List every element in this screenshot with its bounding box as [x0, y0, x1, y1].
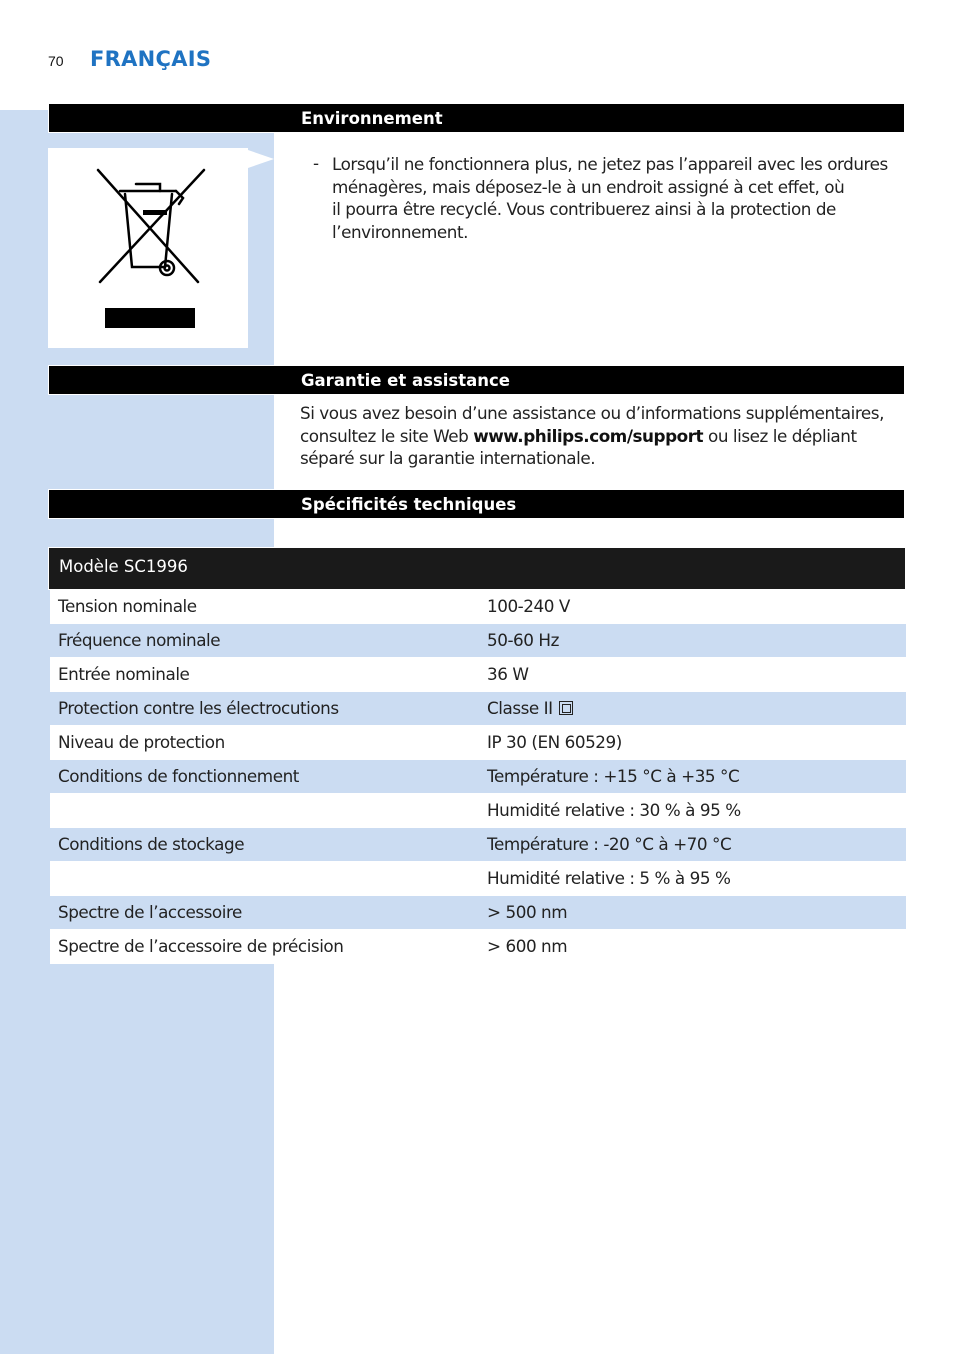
spec-value: 50-60 Hz — [487, 630, 559, 650]
page-number: 70 — [48, 53, 64, 69]
spec-table-header — [48, 547, 906, 590]
language-title: FRANÇAIS — [90, 47, 212, 71]
spec-key: Protection contre les électrocutions — [58, 698, 339, 718]
spec-key: Conditions de stockage — [58, 834, 245, 854]
warranty-text — [300, 402, 884, 470]
weee-icon-box — [48, 148, 248, 348]
bullet-dash: - — [313, 153, 320, 173]
spec-value: 36 W — [487, 664, 529, 684]
spec-key: Entrée nominale — [58, 664, 190, 684]
section-title-warranty: Garantie et assistance — [301, 371, 510, 390]
environment-line: Lorsqu’il ne fonctionnera plus, ne jetez pas l’appareil avec les ordures — [332, 154, 888, 174]
spec-key: Conditions de fonctionnement — [58, 766, 299, 786]
table-row — [50, 692, 906, 726]
spec-table — [50, 590, 906, 964]
spec-value: Humidité relative : 30 % à 95 % — [487, 800, 741, 820]
table-row — [50, 862, 906, 896]
warranty-text-pre: consultez le site Web — [300, 425, 474, 446]
environment-text — [332, 153, 888, 244]
table-row — [50, 760, 906, 794]
spec-key: Fréquence nominale — [58, 630, 221, 650]
spec-key: Spectre de l’accessoire — [58, 902, 242, 922]
class-ii-double-insulation-icon — [559, 701, 573, 715]
spec-value: Classe II — [487, 698, 553, 718]
table-row — [50, 794, 906, 828]
table-row — [50, 896, 906, 930]
section-bar-specs — [48, 489, 905, 519]
model-label: Modèle SC1996 — [59, 557, 188, 576]
table-row — [50, 930, 906, 964]
spec-value: Température : +15 °C à +35 °C — [487, 766, 740, 786]
icon-pointer — [248, 150, 274, 168]
section-bar-environment — [48, 103, 905, 133]
spec-value: 100-240 V — [487, 596, 570, 616]
spec-key: Spectre de l’accessoire de précision — [58, 936, 344, 956]
table-row — [50, 828, 906, 862]
spec-value-wrap — [487, 698, 573, 718]
warranty-line: Si vous avez besoin d’une assistance ou d’informations supplémentaires, — [300, 403, 884, 423]
environment-line: l’environnement. — [332, 222, 468, 243]
warranty-line — [300, 425, 884, 448]
spec-value: > 600 nm — [487, 936, 568, 956]
spec-value: Humidité relative : 5 % à 95 % — [487, 868, 731, 888]
table-row — [50, 590, 906, 624]
spec-key: Tension nominale — [58, 596, 197, 616]
weee-bar — [105, 308, 195, 328]
warranty-line: séparé sur la garantie internationale. — [300, 448, 596, 469]
table-row — [50, 658, 906, 692]
section-bar-warranty — [48, 365, 905, 395]
spec-key: Niveau de protection — [58, 732, 225, 752]
spec-value: Température : -20 °C à +70 °C — [487, 834, 732, 854]
table-row — [50, 726, 906, 760]
spec-value: IP 30 (EN 60529) — [487, 732, 622, 752]
spec-value: > 500 nm — [487, 902, 568, 922]
environment-line: ménagères, mais déposez-le à un endroit assigné à cet effet, où — [332, 176, 845, 197]
section-title-environment: Environnement — [301, 109, 443, 128]
support-link[interactable]: www.philips.com/support — [473, 425, 704, 446]
warranty-text-post: ou lisez le dépliant — [703, 425, 857, 446]
environment-line: il pourra être recyclé. Vous contribuerez ainsi à la protection de — [332, 199, 836, 220]
section-title-specs: Spécificités techniques — [301, 495, 517, 514]
table-row — [50, 624, 906, 658]
